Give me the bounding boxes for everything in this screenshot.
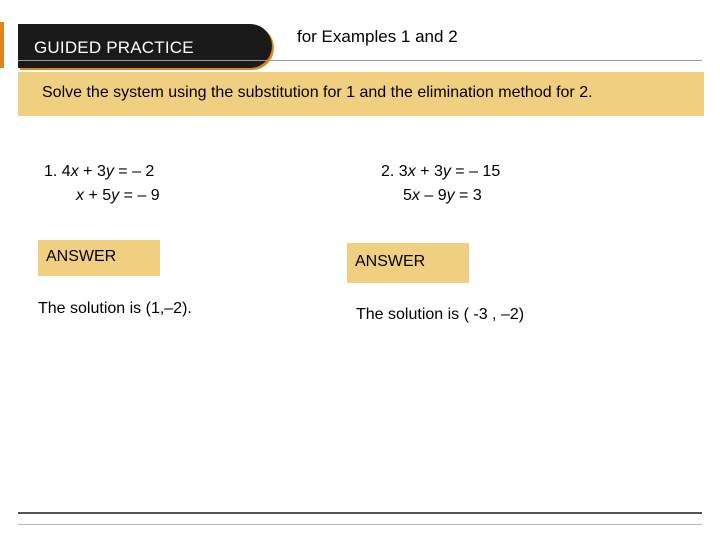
variable: y <box>111 187 120 204</box>
top-divider <box>18 60 702 61</box>
answer-button-2[interactable] <box>347 243 469 283</box>
solution-2: The solution is ( -3 , –2) <box>356 306 525 323</box>
variable: y <box>105 163 114 180</box>
rhs: = 3 <box>454 187 482 204</box>
problem-2-equation-2 <box>381 184 500 208</box>
problem-1-equation-1 <box>44 160 160 184</box>
variable: y <box>442 163 451 180</box>
problem-1-equation-2 <box>44 184 160 208</box>
coefficient: 5 <box>403 187 412 204</box>
term: – 9 <box>419 187 447 204</box>
variable: y <box>446 187 455 204</box>
problem-1 <box>44 160 160 208</box>
answer-button-1[interactable] <box>38 240 160 276</box>
variable: x <box>411 187 420 204</box>
answer-label-1: ANSWER <box>46 248 117 265</box>
variable: x <box>70 163 79 180</box>
answer-label-2: ANSWER <box>355 253 426 270</box>
solution-1: The solution is (1,–2). <box>38 300 192 317</box>
guided-practice-label: GUIDED PRACTICE <box>34 38 194 57</box>
variable: x <box>407 163 416 180</box>
term: + 3 <box>78 163 106 180</box>
term: + 3 <box>415 163 443 180</box>
variable: x <box>76 187 84 204</box>
header-accent-stripe <box>0 22 4 68</box>
guided-practice-tab <box>18 24 272 68</box>
coefficient: 4 <box>61 163 71 180</box>
rhs: = – 15 <box>450 163 501 180</box>
problem-2 <box>381 160 500 208</box>
instruction-banner <box>18 72 704 116</box>
term: + 5 <box>84 187 112 204</box>
coefficient: 3 <box>398 163 408 180</box>
examples-label: for Examples 1 and 2 <box>297 27 458 46</box>
rhs: = – 9 <box>119 187 160 204</box>
problem-2-equation-1 <box>381 160 500 184</box>
problem-number: 1. <box>44 163 58 180</box>
problem-number: 2. <box>381 163 395 180</box>
bottom-divider-thin <box>18 524 702 525</box>
instruction-text: Solve the system using the substitution for 1 and the elimination method for 2. <box>42 84 593 101</box>
bottom-divider <box>18 512 702 514</box>
rhs: = – 2 <box>113 163 155 180</box>
